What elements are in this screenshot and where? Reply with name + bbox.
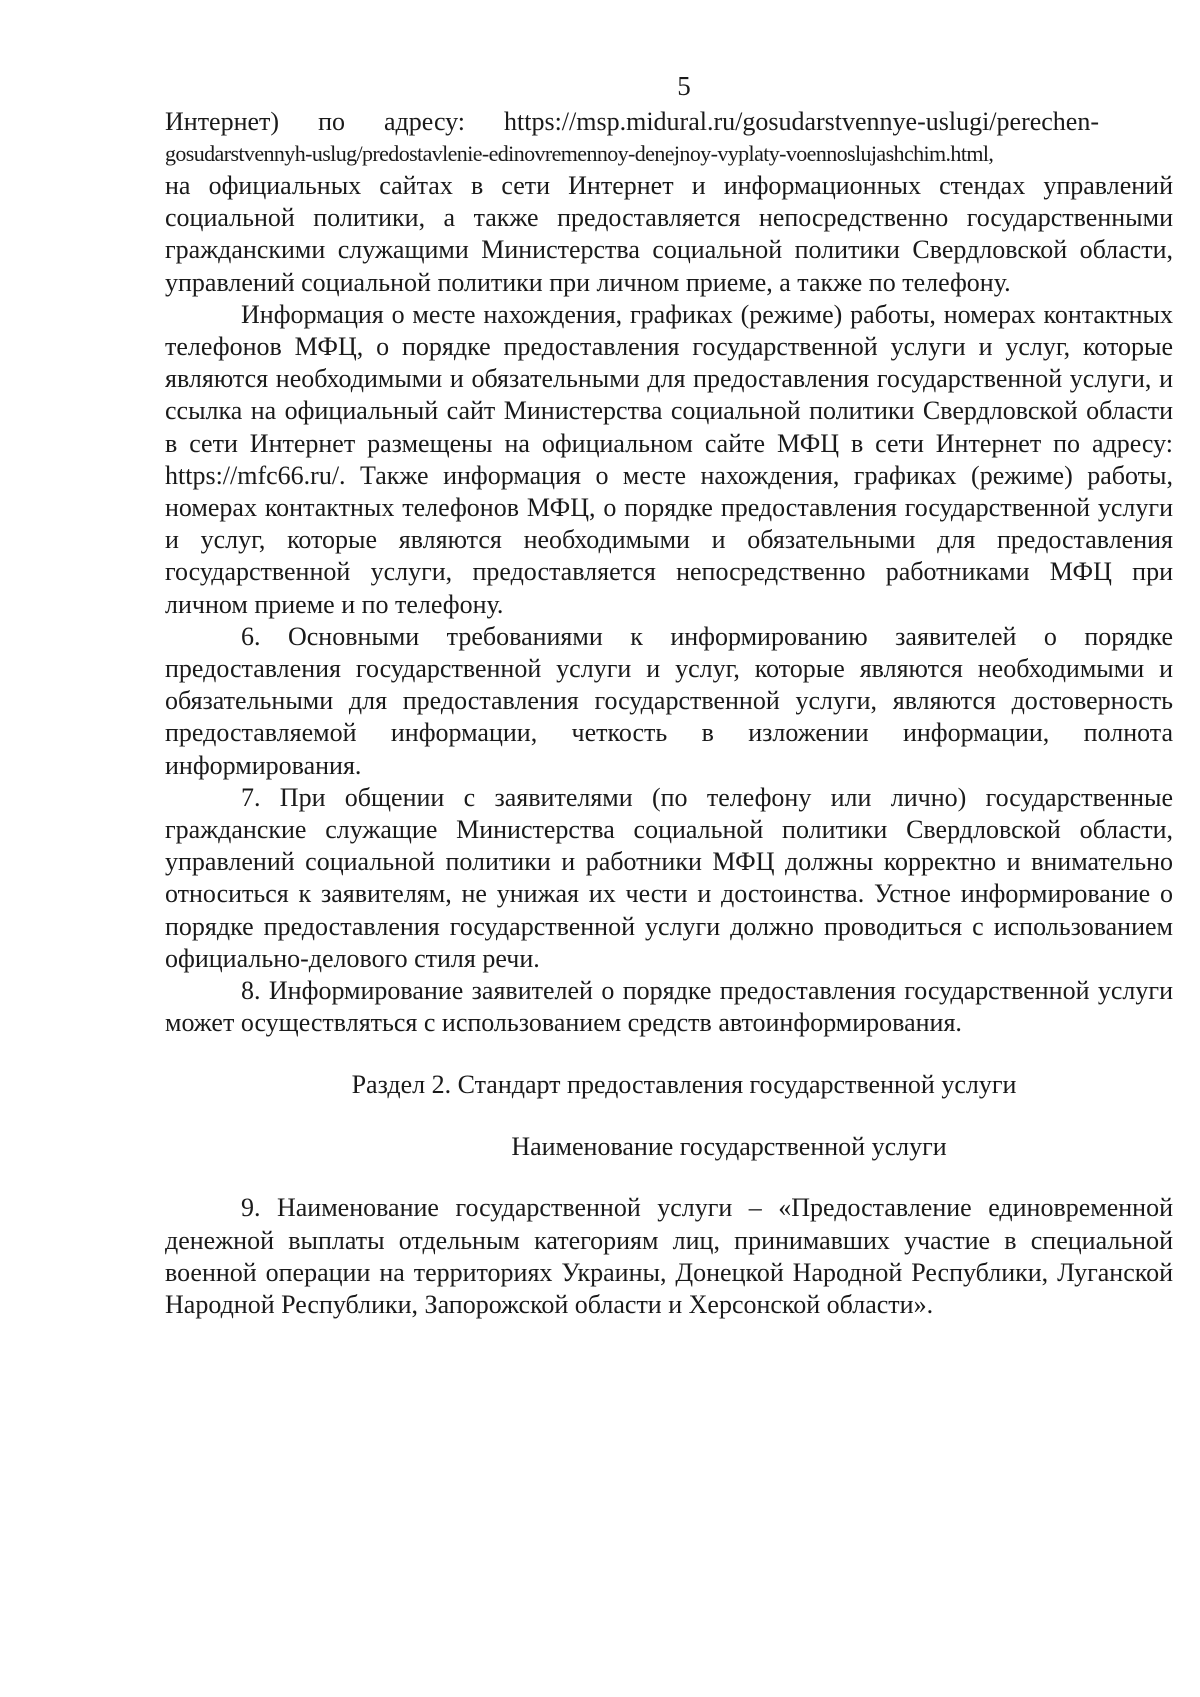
subsection-heading: Наименование государственной услуги	[511, 1132, 947, 1162]
document-page	[165, 70, 1173, 1321]
paragraph-1-url-line-2: gosudarstvennyh-uslug/predostavlenie-edinovremennoy-denejnoy-vyplaty-voennoslujashchim.html,	[165, 141, 994, 166]
paragraph-7: 7. При общении с заявителями (по телефону или лично) государственные гражданские служащие Министерства социальной политики Свердловской области, управлений социальной политики и работники МФЦ должны корректно и внимательно относиться к заявителям, не унижая их чести и достоинства. Устное информирование о порядке предоставления государственной услуги должно проводиться с использованием официально-делового стиля речи.	[165, 782, 1173, 973]
paragraph-1-url-line-1: Интернет) по адресу: https://msp.midural.ru/gosudarstvennye-uslugi/perechen-	[165, 107, 1100, 136]
paragraph-1-rest: на официальных сайтах в сети Интернет и информационных стендах управлений социальной политики, а также предоставляется непосредственно государственными гражданскими служащими Министерства социальной политики Свердловской области, управлений социальной политики при личном приеме, а также по телефону.	[165, 171, 1173, 297]
section-heading: Раздел 2. Стандарт предоставления государственной услуги	[351, 1070, 1017, 1100]
paragraph-6: 6. Основными требованиями к информированию заявителей о порядке предоставления государственной услуги и услуг, которые являются необходимыми и обязательными для предоставления государственной услуги, являются достоверность предоставляемой информации, четкость в изложении информации, полнота информирования.	[165, 621, 1173, 780]
paragraph-8: 8. Информирование заявителей о порядке предоставления государственной услуги может осуществляться с использованием средств автоинформирования.	[165, 976, 1173, 1038]
paragraph-mfc-info: Информация о месте нахождения, графиках (режиме) работы, номерах контактных телефонов МФЦ, о порядке предоставления государственной услуги и услуг, которые являются необходимыми и обязательными для предоставления государственной услуги, и ссылка на официальный сайт Министерства социальной политики Свердловской области в сети Интернет размещены на официальном сайте МФЦ в сети Интернет по адресу: https://mfc66.ru/. Также информация о месте нахождения, графиках (режиме) работы, номерах контактных телефонов МФЦ, о порядке предоставления государственной услуги и услуг, которые являются необходимыми и обязательными для предоставления государственной услуги, предоставляется непосредственно работниками МФЦ при личном приеме и по телефону.	[165, 299, 1173, 619]
paragraph-9: 9. Наименование государственной услуги – «Предоставление единовременной денежной выплаты отдельным категориям лиц, принимавших участие в специальной военной операции на территориях Украины, Донецкой Народной Республики, Луганской Народной Республики, Запорожской области и Херсонской области».	[165, 1193, 1173, 1320]
page-number: 5	[677, 71, 691, 101]
